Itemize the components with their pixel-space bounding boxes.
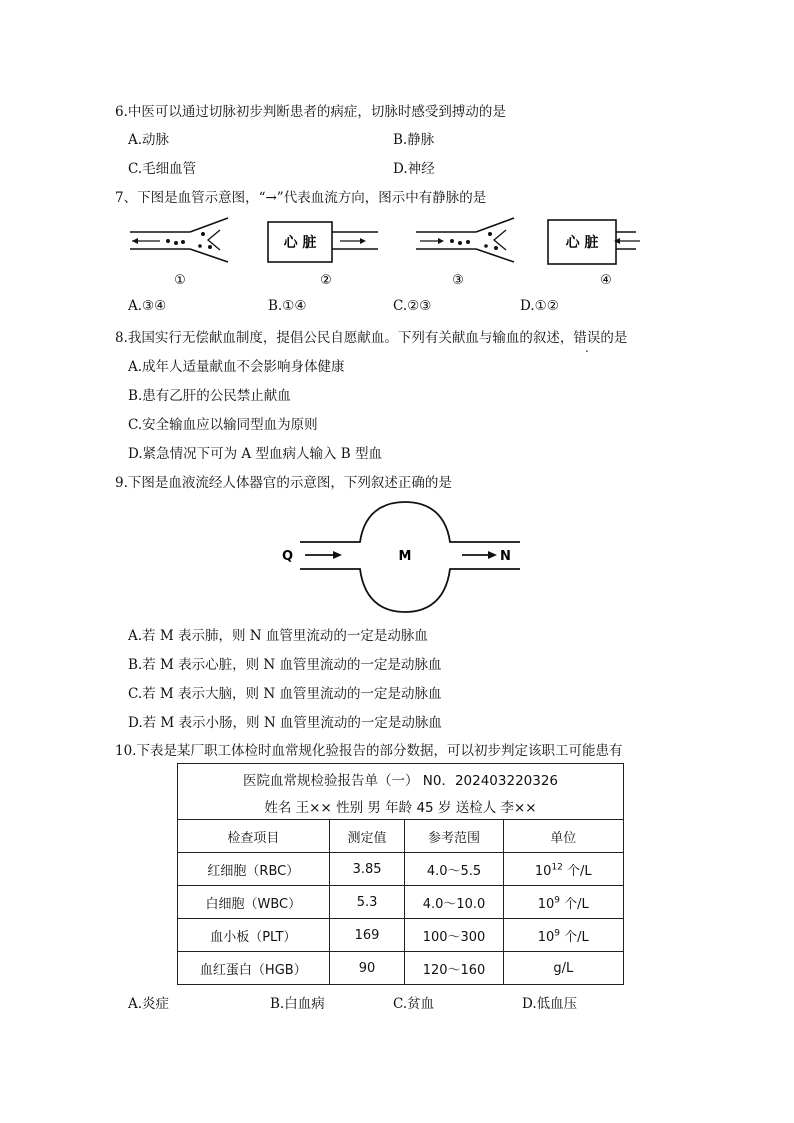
q8-option-d: D.紧急情况下可为 A 型血病人输入 B 型血 xyxy=(128,446,382,462)
cell-value: 169 xyxy=(329,919,405,952)
q6-option-b: B.静脉 xyxy=(393,132,435,148)
q9-stem: 9.下图是血液流经人体器官的示意图，下列叙述正确的是 xyxy=(115,475,452,491)
figure-number-3: ③ xyxy=(452,273,464,288)
table-row xyxy=(178,853,624,886)
cell-range: 100～300 xyxy=(405,919,503,952)
report-title: 医院血常规检验报告单（一） N0．202403220326 xyxy=(178,764,624,794)
blood-report-table xyxy=(177,763,624,985)
q9-option-c: C.若 M 表示大脑，则 N 血管里流动的一定是动脉血 xyxy=(128,686,442,702)
table-row xyxy=(178,919,624,952)
q6-stem: 6.中医可以通过切脉初步判断患者的病症，切脉时感受到搏动的是 xyxy=(115,104,506,120)
q8-option-a: A.成年人适量献血不会影响身体健康 xyxy=(128,359,345,375)
header-item: 检查项目 xyxy=(178,820,330,853)
q7-option-d: D.①② xyxy=(520,298,559,314)
q8-stem-before: 8.我国实行无偿献血制度，提倡公民自愿献血。下列有关献血与输血的叙述， xyxy=(115,330,574,346)
figure-number-1: ① xyxy=(174,273,186,288)
q10-option-c: C.贫血 xyxy=(393,996,435,1012)
q8-option-b: B.患有乙肝的公民禁止献血 xyxy=(128,388,291,404)
q7-option-c: C.②③ xyxy=(393,298,432,314)
cell-item: 白细胞（WBC） xyxy=(178,886,330,919)
cell-value: 3.85 xyxy=(329,853,405,886)
cell-value: 5.3 xyxy=(329,886,405,919)
label-m: M xyxy=(398,549,412,564)
q6-option-a: A.动脉 xyxy=(128,132,170,148)
header-value: 测定值 xyxy=(329,820,405,853)
cell-unit: $10^9$ 个/L xyxy=(503,886,623,919)
report-header-row xyxy=(178,820,624,853)
label-q: Q xyxy=(282,549,294,564)
q9-option-a: A.若 M 表示肺，则 N 血管里流动的一定是动脉血 xyxy=(128,628,428,644)
cell-range: 4.0～5.5 xyxy=(405,853,503,886)
q10-option-d: D.低血压 xyxy=(522,996,578,1012)
cell-unit: $10^9$ 个/L xyxy=(503,919,623,952)
cell-range: 120～160 xyxy=(405,952,503,985)
q9-figure xyxy=(270,497,530,617)
q7-figure xyxy=(120,212,640,292)
table-row xyxy=(178,886,624,919)
cell-item: 血小板（PLT） xyxy=(178,919,330,952)
q9-option-b: B.若 M 表示心脏，则 N 血管里流动的一定是动脉血 xyxy=(128,657,442,673)
report-info: 姓名 王×× 性别 男 年龄 45 岁 送检人 李×× xyxy=(178,794,624,820)
cell-item: 血红蛋白（HGB） xyxy=(178,952,330,985)
cell-value: 90 xyxy=(329,952,405,985)
figure-number-2: ② xyxy=(320,273,332,288)
label-n: N xyxy=(500,549,511,564)
organ-flow-diagram xyxy=(282,502,520,612)
heart-label-2: 心 脏 xyxy=(283,235,317,251)
q7-option-a: A.③④ xyxy=(128,298,167,314)
cell-unit: g/L xyxy=(503,952,623,985)
q6-option-c: C.毛细血管 xyxy=(128,161,197,177)
table-row xyxy=(178,952,624,985)
q7-option-b: B.①④ xyxy=(268,298,307,314)
heart-label-4: 心 脏 xyxy=(565,235,599,251)
q10-option-b: B.白血病 xyxy=(270,996,325,1012)
q10-stem: 10.下表是某厂职工体检时血常规化验报告的部分数据，可以初步判定该职工可能患有 xyxy=(115,743,623,759)
vessel-1-diagram xyxy=(130,218,228,288)
q6-option-d: D.神经 xyxy=(393,161,435,177)
header-unit: 单位 xyxy=(503,820,623,853)
q8-stem-after: 的是 xyxy=(600,330,628,346)
cell-range: 4.0～10.0 xyxy=(405,886,503,919)
q10-option-a: A.炎症 xyxy=(128,996,170,1012)
q8-option-c: C.安全输血应以输同型血为原则 xyxy=(128,417,318,433)
q9-option-d: D.若 M 表示小肠，则 N 血管里流动的一定是动脉血 xyxy=(128,715,442,731)
vessel-4-diagram xyxy=(548,220,640,288)
q8-stem-emphasis: 错误 xyxy=(573,330,601,346)
q7-stem: 7、下图是血管示意图，“→”代表血流方向，图示中有静脉的是 xyxy=(115,190,487,206)
vessel-3-diagram xyxy=(416,218,514,288)
figure-number-4: ④ xyxy=(600,273,612,288)
vessel-2-diagram xyxy=(268,222,378,288)
q8-stem xyxy=(115,326,627,346)
cell-unit: $10^{12}$ 个/L xyxy=(503,853,623,886)
cell-item: 红细胞（RBC） xyxy=(178,853,330,886)
header-range: 参考范围 xyxy=(405,820,503,853)
